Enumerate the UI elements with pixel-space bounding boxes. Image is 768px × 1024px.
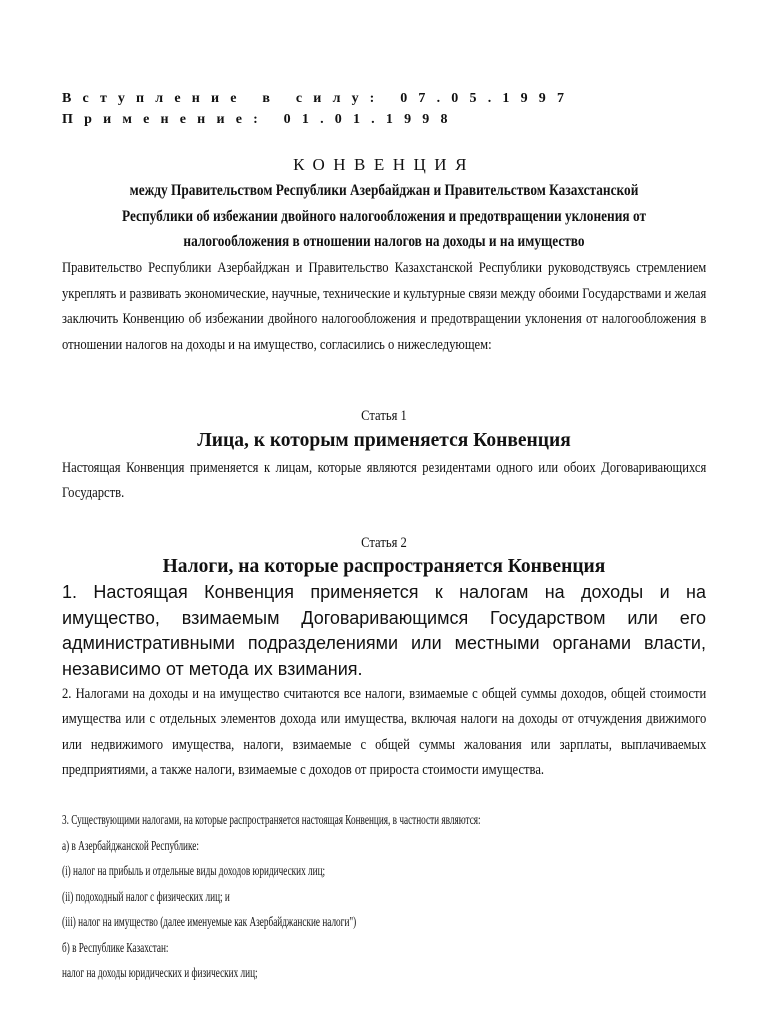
application-date: Применение: 01.01.1998 [62, 112, 459, 127]
article-2-paragraph-2: 2. Налогами на доходы и на имущество считаются все налоги, взимаемые с общей суммы доходов, общей стоимости имущества или с отдельных элементов дохода или имущества, включая налоги на доходы от отчуждения движимого или недвижимого имущества, налоги, взимаемые с общей суммы жалования или зарплаты, выплачиваемых предприятиями, а также налоги, взимаемые с доходов от прироста стоимости имущества. [62, 686, 707, 778]
azerbaijan-taxes-heading: а) в Азербайджанской Республике: [62, 838, 199, 854]
kazakhstan-taxes-heading: б) в Республике Казахстан: [62, 940, 169, 956]
preamble-paragraph: Правительство Республики Азербайджан и Правительство Казахстанской Республики руководствуясь стремлением укреплять и развивать экономические, научные, технические и культурные связи между обоими Государствами и желая заключить Конвенцию об избежании двойного налогообложения и предотвращении уклонения от налогообложения в отношении налогов на доходы и на имущество, согласились о нижеследующем: [62, 260, 707, 353]
article-2-number: Статья 2 [361, 535, 407, 551]
article-2-paragraph-1: 1. Настоящая Конвенция применяется к налогам на доходы и на имущество, взимаемым Договаривающимся Государством или его административными подразделениями или местными органами власти, независимо от метода их взимания. [62, 582, 706, 679]
article-1-number: Статья 1 [361, 408, 407, 424]
kazakhstan-tax-item: налог на доходы юридических и физических лиц; [62, 966, 258, 981]
article-2-title: Налоги, на которые распространяется Конвенция [162, 556, 606, 577]
article-1-text: Настоящая Конвенция применяется к лицам, которые являются резидентами одного или обоих Договаривающихся Государств. [62, 460, 707, 501]
azerbaijan-tax-item: (i) налог на прибыль и отдельные виды доходов юридических лиц; [62, 864, 326, 879]
article-1-title: Лица, к которым применяется Конвенция [197, 430, 571, 451]
azerbaijan-tax-item: (iii) налог на имущество (далее именуемые как Азербайджанские налоги") [62, 915, 357, 930]
paragraph-3-intro: 3. Существующими налогами, на которые распространяется настоящая Конвенция, в частности являются: [62, 813, 481, 828]
convention-subtitle: между Правительством Республики Азербайджан и Правительством Казахстанской Республики об избежании двойного налогообложения и предотвращении уклонения от налогообложения в отношении налогов на доходы и на имущество [122, 182, 646, 250]
article-2-paragraph-3 [62, 808, 706, 987]
effective-date: Вступление в силу: 07.05.1997 [62, 91, 576, 106]
convention-title: КОНВЕНЦИЯ [293, 155, 475, 174]
azerbaijan-tax-item: (ii) подоходный налог с физических лиц; и [62, 889, 230, 905]
